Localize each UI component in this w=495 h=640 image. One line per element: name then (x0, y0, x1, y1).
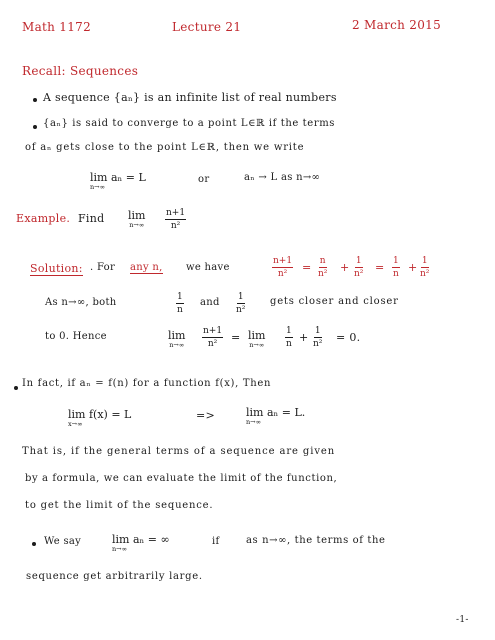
solution-intro: . For (90, 262, 116, 273)
equals-sign: = (302, 261, 312, 274)
numerator: 1 (355, 256, 362, 266)
denominator: n (285, 339, 292, 349)
sol-frac-4 (392, 256, 400, 279)
example-label: Example. (16, 212, 71, 225)
wesay-text: We say (44, 536, 82, 547)
lecture-date: 2 March 2015 (352, 18, 442, 32)
thatis-line-3: to get the limit of the sequence. (25, 500, 214, 511)
lim-expr: lim aₙ = L. (246, 406, 306, 419)
denominator: n² (170, 221, 181, 231)
denominator: n (176, 305, 183, 315)
equals-zero: = 0. (336, 331, 361, 344)
recall-heading: Recall: Sequences (22, 64, 139, 78)
lim-fx (68, 409, 131, 428)
denominator: n² (354, 269, 364, 279)
hence-frac-1 (285, 326, 293, 349)
frac-one-over-n-squared (236, 292, 245, 315)
solution-label: Solution: (30, 262, 83, 275)
example-find: Find (78, 212, 105, 225)
numerator: n (319, 256, 326, 266)
denominator: n (392, 269, 399, 279)
or-text: or (198, 174, 210, 185)
numerator: 1 (314, 326, 321, 336)
course-title: Math 1172 (22, 20, 92, 34)
numerator: n+1 (203, 326, 223, 336)
lim-word: lim (168, 329, 186, 342)
page-number: -1- (456, 615, 469, 625)
bullet (33, 98, 37, 102)
plus-sign: + (408, 261, 418, 274)
lim-an (246, 407, 305, 426)
recall-line-2a: {aₙ} is said to converge to a point L∈ℝ if the terms (43, 118, 336, 129)
sol-frac-3 (354, 256, 363, 279)
wesay-line-2: sequence get arbitrarily large. (26, 571, 203, 582)
lim-subscript: n→∞ (112, 545, 128, 553)
lim-subscript: n→∞ (90, 183, 106, 191)
denominator: n² (313, 339, 323, 349)
lim-subscript: n→∞ (246, 418, 262, 426)
wesay-cont: as n→∞, the terms of the (246, 535, 386, 546)
numerator: 1 (393, 256, 399, 266)
implies-arrow: => (196, 409, 216, 422)
numerator: 1 (237, 292, 244, 302)
denominator: n² (318, 269, 328, 279)
wesay-lim (112, 534, 170, 553)
numerator: n+1 (166, 208, 186, 218)
numerator: 1 (286, 326, 292, 336)
frac-one-over-n (176, 292, 184, 315)
lim-subscript: x→∞ (68, 420, 83, 428)
we-have: we have (186, 262, 230, 273)
plus-sign: + (340, 261, 350, 274)
equals-sign: = (231, 331, 241, 344)
bullet (32, 542, 36, 546)
hence-frac (202, 326, 223, 349)
lim-subscript: n→∞ (249, 341, 265, 349)
lim-word: lim (128, 209, 146, 222)
denominator: n² (277, 269, 288, 279)
to-zero: to 0. Hence (45, 331, 107, 342)
numerator: 1 (177, 292, 183, 302)
lim-word: lim (248, 329, 266, 342)
arrow-expr: aₙ → L as n→∞ (244, 172, 321, 183)
example-lim (128, 210, 145, 229)
infact-line: In fact, if aₙ = f(n) for a function f(x), Then (22, 378, 272, 389)
bullet (14, 386, 18, 390)
lim-subscript: n→∞ (129, 221, 145, 229)
closer-text: gets closer and closer (270, 296, 399, 307)
plus-sign: + (299, 331, 309, 344)
denominator: n² (420, 269, 430, 279)
sol-frac-2 (318, 256, 327, 279)
lim-subscript: n→∞ (169, 341, 185, 349)
example-fraction (165, 208, 186, 231)
hence-lim (168, 330, 185, 349)
recall-lim (90, 172, 146, 191)
thatis-line-2: by a formula, we can evaluate the limit of the function, (25, 473, 338, 484)
recall-line-2b: of aₙ gets close to the point L∈ℝ, then we write (25, 142, 305, 153)
hence-lim-2 (248, 330, 265, 349)
as-both: As n→∞, both (45, 297, 117, 308)
thatis-line-1: That is, if the general terms of a sequence are given (22, 446, 336, 457)
sol-frac-1 (272, 256, 293, 279)
sol-frac-5 (420, 256, 429, 279)
numerator: 1 (421, 256, 428, 266)
wesay-if: if (212, 536, 220, 547)
recall-line-1: A sequence {aₙ} is an infinite list of real numbers (43, 91, 337, 104)
and-text: and (200, 297, 220, 308)
lim-expr: lim aₙ = ∞ (112, 533, 170, 546)
lim-expr: lim f(x) = L (68, 408, 132, 421)
bullet (33, 125, 37, 129)
denominator: n² (207, 339, 218, 349)
lim-expr: lim aₙ = L (90, 171, 146, 184)
hence-frac-2 (313, 326, 322, 349)
lecture-title: Lecture 21 (172, 20, 242, 34)
any-n: any n, (130, 262, 163, 273)
denominator: n² (236, 305, 246, 315)
numerator: n+1 (273, 256, 293, 266)
equals-sign: = (375, 261, 385, 274)
